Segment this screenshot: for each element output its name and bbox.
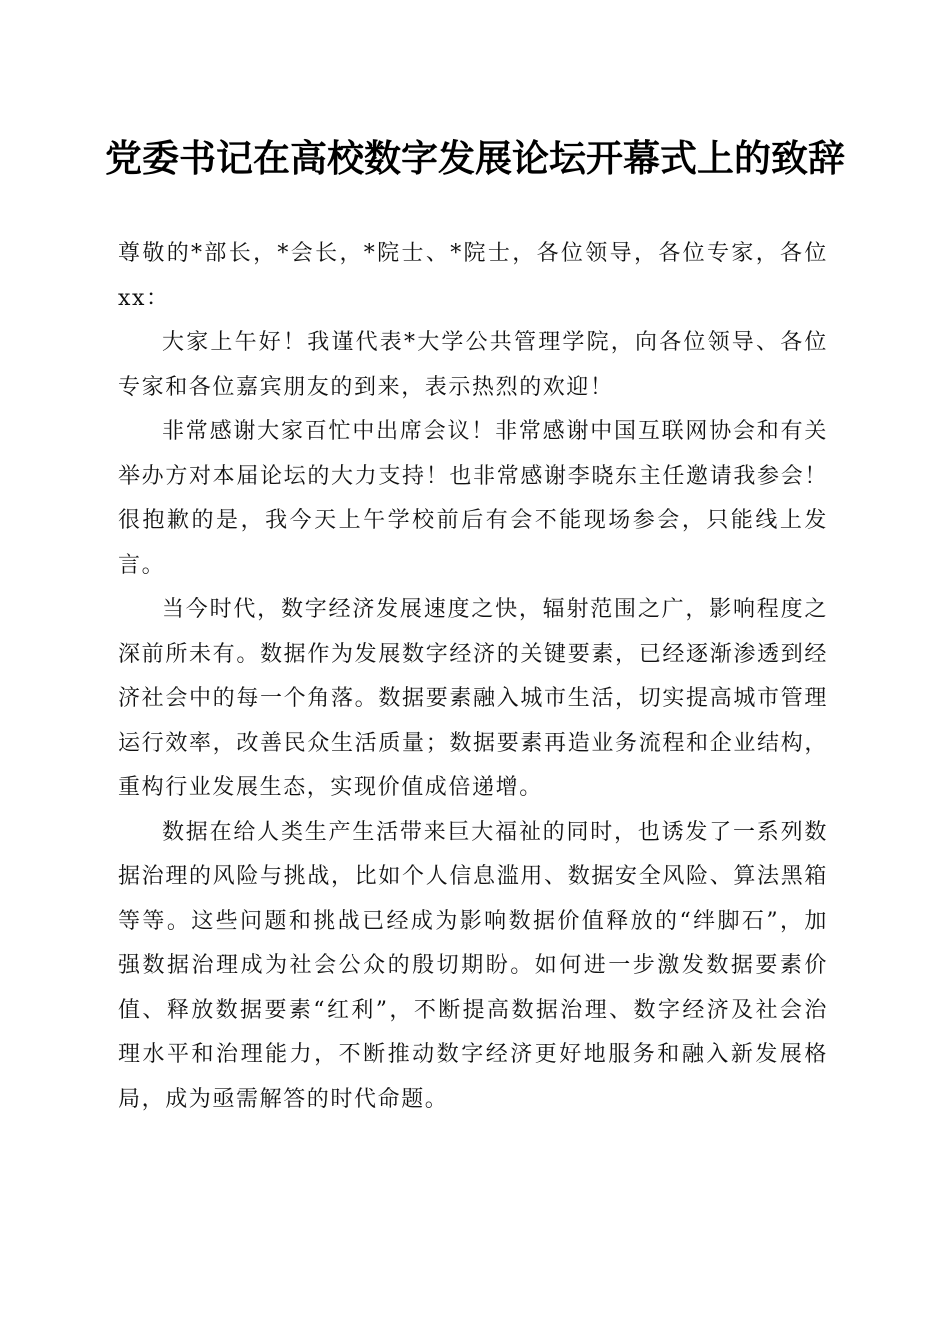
document-body	[118, 232, 828, 1122]
digital-economy-paragraph: 当今时代，数字经济发展速度之快，辐射范围之广，影响程度之深前所未有。数据作为发展数字经济的关键要素，已经逐渐渗透到经济社会中的每一个角落。数据要素融入城市生活，切实提高城市管理运行效率，改善民众生活质量；数据要素再造业务流程和企业结构，重构行业发展生态，实现价值成倍递增。	[118, 597, 828, 800]
document-title: 党委书记在高校数字发展论坛开幕式上的致辞	[105, 136, 845, 180]
salutation-paragraph: 尊敬的*部长，*会长，*院士、*院士，各位领导，各位专家，各位xx：	[118, 241, 828, 311]
greeting-paragraph: 大家上午好！我谨代表*大学公共管理学院，向各位领导、各位专家和各位嘉宾朋友的到来，表示热烈的欢迎！	[118, 330, 828, 400]
data-governance-paragraph: 数据在给人类生产生活带来巨大福祉的同时，也诱发了一系列数据治理的风险与挑战，比如个人信息滥用、数据安全风险、算法黑箱等等。这些问题和挑战已经成为影响数据价值释放的“绊脚石”，加强数据治理成为社会公众的殷切期盼。如何进一步激发数据要素价值、释放数据要素“红利”，不断提高数据治理、数字经济及社会治理水平和治理能力，不断推动数字经济更好地服务和融入新发展格局，成为亟需解答的时代命题。	[118, 819, 828, 1112]
thanks-paragraph: 非常感谢大家百忙中出席会议！非常感谢中国互联网协会和有关举办方对本届论坛的大力支持！也非常感谢李晓东主任邀请我参会！很抱歉的是，我今天上午学校前后有会不能现场参会，只能线上发言。	[118, 419, 828, 578]
